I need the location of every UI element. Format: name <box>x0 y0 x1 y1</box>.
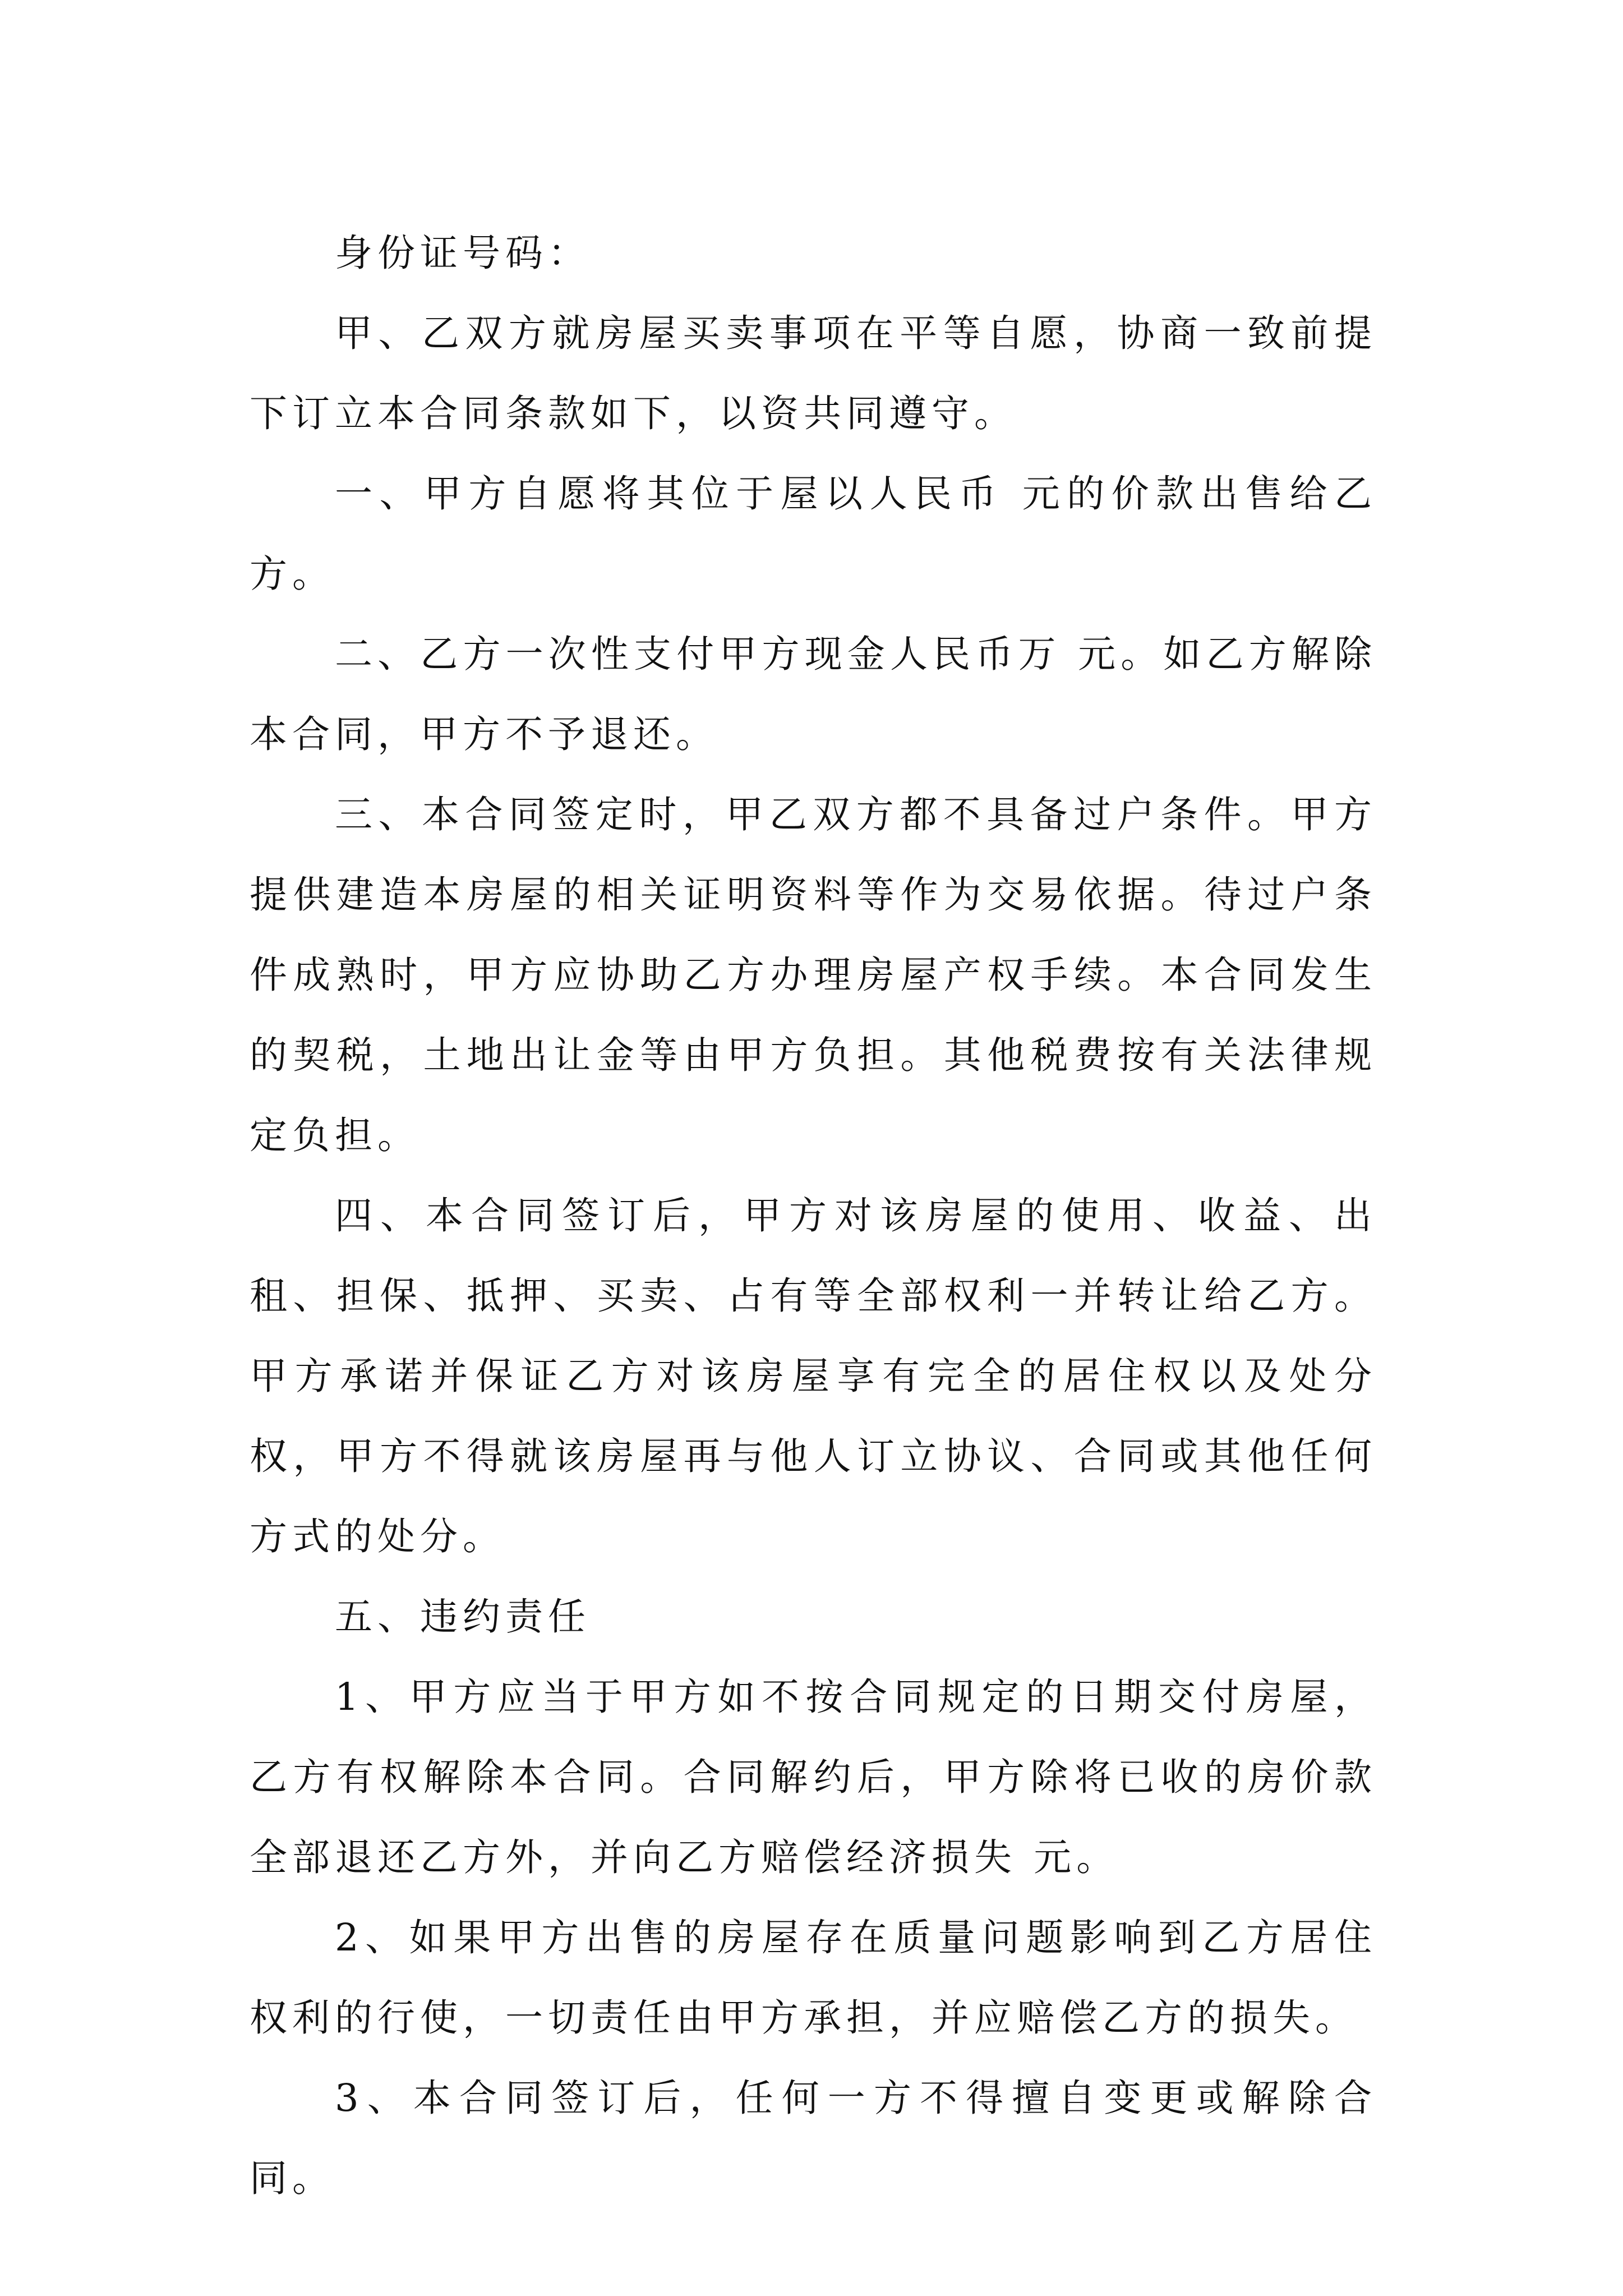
preamble-paragraph: 甲、乙双方就房屋买卖事项在平等自愿，协商一致前提下订立本合同条款如下，以资共同遵守。 <box>250 311 1377 435</box>
breach-item-1: 1、甲方应当于甲方如不按合同规定的日期交付房屋，乙方有权解除本合同。合同解约后，甲方除将已收的房价款全部退还乙方外，并向乙方赔偿经济损失 元。 <box>250 1675 1377 1879</box>
breach-item-2: 2、如果甲方出售的房屋存在质量问题影响到乙方居住权利的行使，一切责任由甲方承担，并应赔偿乙方的损失。 <box>250 1916 1377 2040</box>
breach-item-3: 3、本合同签订后，任何一方不得擅自变更或解除合同。 <box>250 2076 1377 2200</box>
clause-5-heading: 五、违约责任 <box>335 1595 591 1639</box>
clause-2-paragraph: 二、乙方一次性支付甲方现金人民币万 元。如乙方解除本合同，甲方不予退还。 <box>250 632 1377 756</box>
clause-3-paragraph: 三、本合同签定时，甲乙双方都不具备过户条件。甲方提供建造本房屋的相关证明资料等作为交易依据。待过户条件成熟时，甲方应协助乙方办理房屋产权手续。本合同发生的契税，土地出让金等由甲方负担。其他税费按有关法律规定负担。 <box>250 793 1377 1157</box>
clause-1-paragraph: 一、甲方自愿将其位于屋以人民币 元的价款出售给乙方。 <box>250 472 1377 596</box>
clause-4-paragraph: 四、本合同签订后，甲方对该房屋的使用、收益、出租、担保、抵押、买卖、占有等全部权利一并转让给乙方。甲方承诺并保证乙方对该房屋享有完全的居住权以及处分权，甲方不得就该房屋再与他人订立协议、合同或其他任何方式的处分。 <box>250 1194 1377 1558</box>
contract-body <box>250 213 1377 2219</box>
id-number-line: 身份证号码： <box>335 231 591 275</box>
